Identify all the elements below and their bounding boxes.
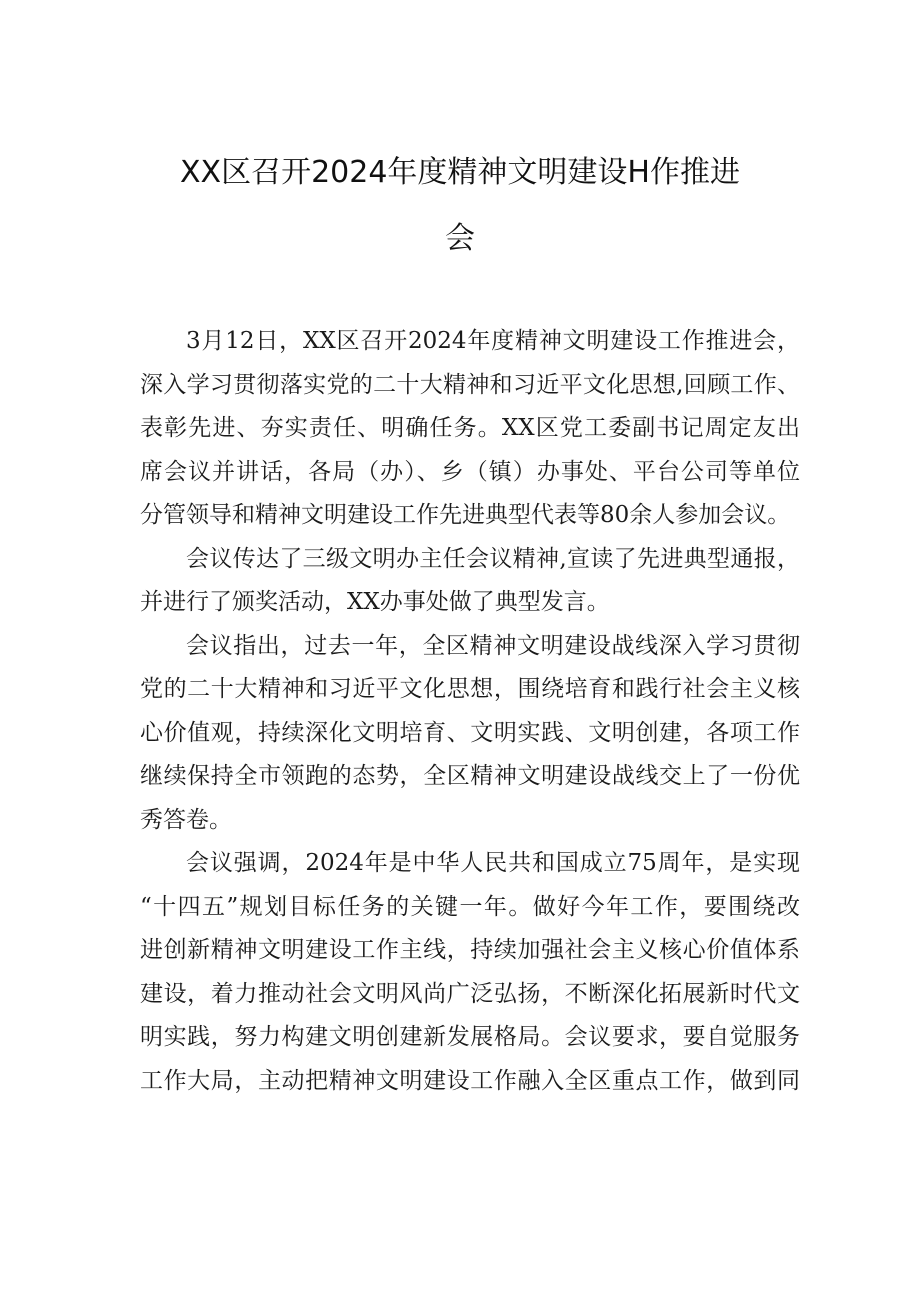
paragraph-line: 秀答卷。 xyxy=(140,806,232,833)
paragraph-line: 党的二十大精神和习近平文化思想，围绕培育和践行社会主义核 xyxy=(140,676,800,702)
paragraph-line: 深入学习贯彻落实党的二十大精神和习近平文化思想,回顾工作、 xyxy=(140,371,800,398)
document-title-line-1: XX区召开2024年度精神文明建设H作推进 xyxy=(179,155,740,190)
paragraph-line: 进创新精神文明建设工作主线，持续加强社会主义核心价值体系 xyxy=(140,937,800,963)
paragraph-line: 表彰先进、夯实责任、明确任务。XX区党工委副书记周定友出 xyxy=(140,415,800,441)
paragraph-4 xyxy=(140,842,800,1103)
paragraph-3 xyxy=(140,625,800,843)
paragraph-line: 并进行了颁奖活动，XX办事处做了典型发言。 xyxy=(140,589,610,615)
paragraph-line: 会议指出，过去一年，全区精神文明建设战线深入学习贯彻 xyxy=(186,632,800,659)
paragraph-line: 3月12日，XX区召开2024年度精神文明建设工作推进会， xyxy=(186,328,800,354)
paragraph-2 xyxy=(140,538,800,625)
paragraph-line: 建设，着力推动社会文明风尚广泛弘扬，不断深化拓展新时代文 xyxy=(140,980,800,1007)
paragraph-line: 分管领导和精神文明建设工作先进典型代表等80余人参加会议。 xyxy=(140,502,791,528)
paragraph-line: 会议强调，2024年是中华人民共和国成立75周年，是实现 xyxy=(186,850,800,876)
paragraph-line: 心价值观，持续深化文明培育、文明实践、文明创建，各项工作 xyxy=(140,719,800,746)
paragraph-line: 会议传达了三级文明办主任会议精神,宣读了先进典型通报， xyxy=(186,545,800,572)
paragraph-line: “十四五”规划目标任务的关键一年。做好今年工作，要围绕改 xyxy=(140,893,800,920)
document-title-line-2: 会 xyxy=(445,221,475,256)
document-body xyxy=(140,320,800,1103)
paragraph-1 xyxy=(140,320,800,538)
paragraph-line: 继续保持全市领跑的态势，全区精神文明建设战线交上了一份优 xyxy=(140,763,800,789)
paragraph-line: 明实践，努力构建文明创建新发展格局。会议要求，要自觉服务 xyxy=(140,1024,800,1050)
paragraph-line: 席会议并讲话，各局（办）、乡（镇）办事处、平台公司等单位 xyxy=(140,458,800,485)
paragraph-line: 工作大局，主动把精神文明建设工作融入全区重点工作，做到同 xyxy=(140,1067,800,1094)
